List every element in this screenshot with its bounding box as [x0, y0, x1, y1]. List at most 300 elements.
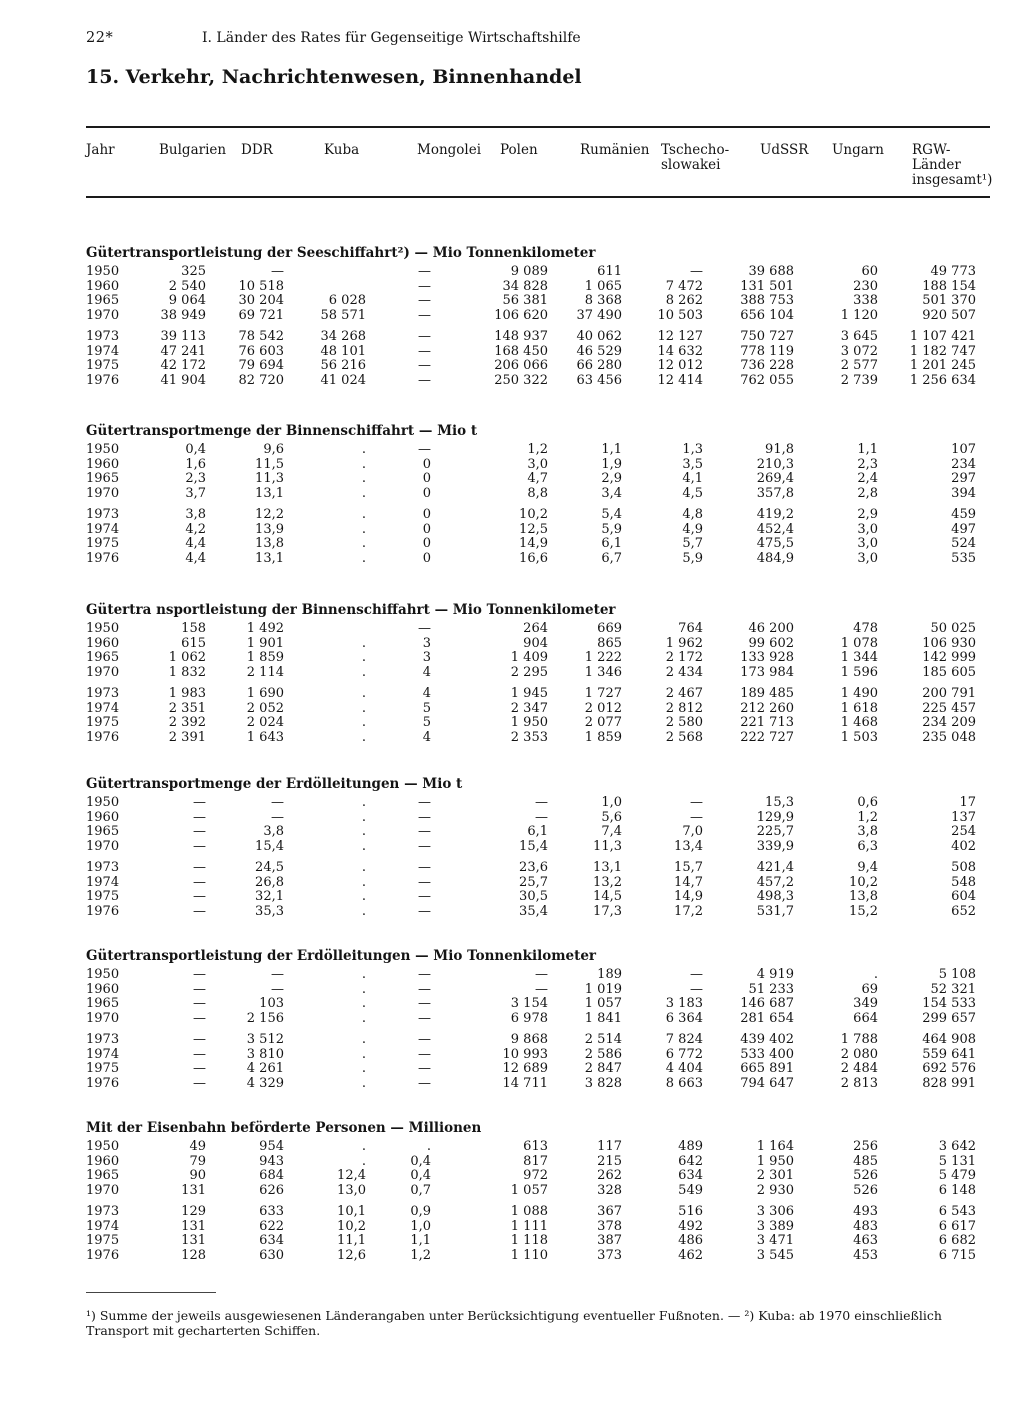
udssr-cell: 452,4	[756, 521, 794, 537]
bulgarien-cell: —	[193, 981, 206, 997]
rgw-cell: 508	[951, 860, 976, 875]
kuba-cell: .	[361, 795, 366, 810]
rumaenien-cell: 189	[597, 967, 622, 982]
udssr-cell: 3 471	[756, 1233, 794, 1248]
ungarn-cell: 485	[853, 1153, 878, 1169]
year-cell: 1976	[86, 903, 120, 919]
table-row	[86, 374, 992, 389]
udssr-cell: 51 233	[748, 981, 794, 997]
udssr-cell: 212 260	[740, 700, 794, 716]
col-mongolei: Mongolei	[417, 142, 482, 158]
tschecho-cell: 12 127	[657, 329, 703, 344]
udssr-cell: 2 301	[756, 1168, 794, 1183]
bulgarien-cell: —	[193, 795, 206, 810]
year-cell: 1974	[86, 700, 120, 716]
kuba-cell: 41 024	[320, 372, 366, 388]
kuba-cell: 34 268	[320, 329, 366, 344]
ungarn-cell: 483	[853, 1218, 878, 1234]
rgw-cell: 299 657	[922, 1010, 976, 1026]
polen-cell: 972	[523, 1168, 548, 1183]
udssr-cell: 91,8	[765, 442, 794, 457]
rumaenien-cell: 669	[597, 621, 622, 636]
section-eisenbahn-personen	[86, 1120, 992, 1263]
udssr-cell: 3 389	[756, 1218, 794, 1234]
rumaenien-cell: 5,4	[601, 507, 622, 522]
section-binnenschiffahrt-leistung	[86, 602, 992, 745]
ddr-cell: 2 114	[246, 664, 284, 680]
bulgarien-cell: 2,3	[185, 471, 206, 486]
table-row	[86, 1077, 992, 1092]
tschecho-cell: —	[690, 809, 703, 825]
polen-cell: 9 868	[510, 1032, 548, 1047]
ddr-cell: 943	[259, 1153, 284, 1169]
ddr-cell: 35,3	[255, 903, 284, 919]
rgw-cell: 548	[951, 874, 976, 890]
year-cell: 1960	[86, 809, 120, 825]
top-rule	[86, 126, 990, 128]
polen-cell: 613	[523, 1139, 548, 1154]
running-title: I. Länder des Rates für Gegenseitige Wirtschaftshilfe	[202, 30, 581, 46]
polen-cell: 6 978	[510, 1010, 548, 1026]
bulgarien-cell: 79	[189, 1153, 206, 1169]
ungarn-cell: 2 813	[840, 1075, 878, 1091]
kuba-cell: .	[361, 507, 366, 522]
udssr-cell: 778 119	[740, 343, 794, 359]
rumaenien-cell: 1 019	[584, 981, 622, 997]
rgw-cell: 1 256 634	[909, 372, 976, 388]
section-erdoelleitungen-leistung	[86, 948, 992, 1091]
rgw-cell: 1 201 245	[909, 358, 976, 373]
ddr-cell: 82 720	[238, 372, 284, 388]
ungarn-cell: 526	[853, 1168, 878, 1183]
ddr-cell: —	[271, 981, 284, 997]
udssr-cell: 189 485	[740, 686, 794, 701]
col-bulgarien: Bulgarien	[159, 142, 227, 158]
ddr-cell: 2 024	[246, 715, 284, 730]
udssr-cell: 173 984	[740, 664, 794, 680]
rgw-cell: 142 999	[922, 650, 976, 665]
kuba-cell: .	[361, 1032, 366, 1047]
col-rumaenien: Rumänien	[580, 142, 650, 158]
tschecho-cell: 8 663	[665, 1075, 703, 1091]
tschecho-cell: 2 467	[665, 686, 703, 701]
rumaenien-cell: 1,1	[601, 442, 622, 457]
table-row	[86, 1155, 992, 1170]
bulgarien-cell: 131	[181, 1182, 206, 1198]
polen-cell: 2 347	[510, 700, 548, 716]
ungarn-cell: 349	[853, 996, 878, 1011]
ungarn-cell: 1 120	[840, 307, 878, 323]
udssr-cell: 2 930	[756, 1182, 794, 1198]
udssr-cell: 210,3	[756, 456, 794, 472]
bulgarien-cell: 3,7	[185, 485, 206, 501]
year-cell: 1973	[86, 1032, 120, 1047]
rumaenien-cell: 11,3	[593, 838, 622, 854]
rgw-cell: 234	[951, 456, 976, 472]
polen-cell: 1,2	[527, 442, 548, 457]
polen-cell: 35,4	[519, 903, 548, 919]
table-row	[86, 1184, 992, 1199]
rgw-cell: 5 479	[938, 1168, 976, 1183]
table-row	[86, 890, 992, 905]
ddr-cell: 3 512	[246, 1032, 284, 1047]
rumaenien-cell: 1 065	[584, 278, 622, 294]
ddr-cell: 622	[259, 1218, 284, 1234]
section-rows	[86, 1140, 992, 1263]
ungarn-cell: 3,0	[857, 550, 878, 566]
year-cell: 1960	[86, 1153, 120, 1169]
col-ddr: DDR	[241, 142, 273, 158]
mongolei-cell: 0,4	[410, 1153, 431, 1169]
ungarn-cell: 1 078	[840, 635, 878, 651]
polen-cell: 12,5	[519, 521, 548, 537]
table-row	[86, 716, 992, 731]
rgw-cell: 828 991	[922, 1075, 976, 1091]
table-row	[86, 876, 992, 891]
rgw-cell: 464 908	[922, 1032, 976, 1047]
udssr-cell: 4 919	[756, 967, 794, 982]
udssr-cell: 484,9	[756, 550, 794, 566]
kuba-cell: .	[361, 700, 366, 716]
rgw-cell: 6 148	[938, 1182, 976, 1198]
ungarn-cell: 526	[853, 1182, 878, 1198]
ddr-cell: 4 261	[246, 1061, 284, 1076]
mongolei-cell: —	[418, 293, 431, 308]
ungarn-cell: 13,8	[849, 889, 878, 904]
year-cell: 1950	[86, 264, 120, 279]
bulgarien-cell: 41 904	[160, 372, 206, 388]
kuba-cell: .	[361, 1153, 366, 1169]
mongolei-cell: —	[418, 1032, 431, 1047]
tschecho-cell: 12 012	[657, 358, 703, 373]
udssr-cell: 421,4	[756, 860, 794, 875]
ungarn-cell: 256	[853, 1139, 878, 1154]
table-row	[86, 983, 992, 998]
table-row	[86, 651, 992, 666]
kuba-cell: .	[361, 967, 366, 982]
page-number: 22*	[86, 30, 114, 46]
polen-cell: 1 950	[510, 715, 548, 730]
polen-cell: 168 450	[494, 343, 548, 359]
bulgarien-cell: —	[193, 996, 206, 1011]
table-row	[86, 1033, 992, 1048]
table-row	[86, 487, 992, 502]
kuba-cell: .	[361, 874, 366, 890]
bulgarien-cell: 2 391	[168, 729, 206, 745]
ungarn-cell: 2 577	[840, 358, 878, 373]
mongolei-cell: —	[418, 621, 431, 636]
tschecho-cell: 3 183	[665, 996, 703, 1011]
udssr-cell: 281 654	[740, 1010, 794, 1026]
ungarn-cell: 1 468	[840, 715, 878, 730]
polen-cell: 2 353	[510, 729, 548, 745]
ddr-cell: 30 204	[238, 293, 284, 308]
section-rows	[86, 443, 992, 566]
rgw-cell: 497	[951, 521, 976, 537]
mongolei-cell: —	[418, 1061, 431, 1076]
ddr-cell: 13,9	[255, 521, 284, 537]
udssr-cell: 221 713	[740, 715, 794, 730]
rgw-cell: 254	[951, 824, 976, 839]
ungarn-cell: 6,3	[857, 838, 878, 854]
polen-cell: 8,8	[527, 485, 548, 501]
bulgarien-cell: 131	[181, 1233, 206, 1248]
bulgarien-cell: 158	[181, 621, 206, 636]
year-cell: 1965	[86, 293, 120, 308]
polen-cell: 106 620	[494, 307, 548, 323]
table-row	[86, 309, 992, 324]
polen-cell: 12 689	[502, 1061, 548, 1076]
ddr-cell: 10 518	[238, 278, 284, 294]
ungarn-cell: 338	[853, 293, 878, 308]
tschecho-cell: 2 172	[665, 650, 703, 665]
kuba-cell: 58 571	[320, 307, 366, 323]
tschecho-cell: 14 632	[657, 343, 703, 359]
ungarn-cell: 478	[853, 621, 878, 636]
ddr-cell: 4 329	[246, 1075, 284, 1091]
year-cell: 1960	[86, 278, 120, 294]
rgw-cell: 6 543	[938, 1204, 976, 1219]
rgw-cell: 50 025	[930, 621, 976, 636]
mongolei-cell: 0	[422, 456, 431, 472]
ungarn-cell: 2 080	[840, 1046, 878, 1062]
rgw-cell: 49 773	[930, 264, 976, 279]
rgw-cell: 5 131	[938, 1153, 976, 1169]
ungarn-cell: 2,3	[857, 456, 878, 472]
tschecho-cell: 12 414	[657, 372, 703, 388]
bulgarien-cell: —	[193, 1046, 206, 1062]
kuba-cell: 13,0	[337, 1182, 366, 1198]
tschecho-cell: —	[690, 967, 703, 982]
rgw-cell: 920 507	[922, 307, 976, 323]
year-cell: 1950	[86, 967, 120, 982]
rumaenien-cell: 1,9	[601, 456, 622, 472]
rgw-cell: 459	[951, 507, 976, 522]
table-row	[86, 731, 992, 746]
tschecho-cell: 4,8	[682, 507, 703, 522]
bulgarien-cell: 615	[181, 635, 206, 651]
ddr-cell: 3 810	[246, 1046, 284, 1062]
ungarn-cell: 1 788	[840, 1032, 878, 1047]
rgw-cell: 652	[951, 903, 976, 919]
ddr-cell: 1 643	[246, 729, 284, 745]
bulgarien-cell: 2 392	[168, 715, 206, 730]
table-row	[86, 265, 992, 280]
table-row	[86, 1012, 992, 1027]
ungarn-cell: 2,9	[857, 507, 878, 522]
tschecho-cell: —	[690, 795, 703, 810]
mongolei-cell: 0,9	[410, 1204, 431, 1219]
udssr-cell: 498,3	[756, 889, 794, 904]
year-cell: 1960	[86, 456, 120, 472]
year-cell: 1976	[86, 372, 120, 388]
ungarn-cell: 664	[853, 1010, 878, 1026]
rumaenien-cell: 63 456	[576, 372, 622, 388]
polen-cell: 817	[523, 1153, 548, 1169]
rgw-cell: 524	[951, 536, 976, 551]
udssr-cell: 131 501	[740, 278, 794, 294]
mongolei-cell: —	[418, 264, 431, 279]
bulgarien-cell: 129	[181, 1204, 206, 1219]
rgw-cell: 297	[951, 471, 976, 486]
year-cell: 1973	[86, 1204, 120, 1219]
rgw-cell: 692 576	[922, 1061, 976, 1076]
tschecho-cell: 8 262	[665, 293, 703, 308]
ungarn-cell: 1 596	[840, 664, 878, 680]
year-cell: 1960	[86, 981, 120, 997]
rumaenien-cell: 2 586	[584, 1046, 622, 1062]
table-row	[86, 552, 992, 567]
rumaenien-cell: 2,9	[601, 471, 622, 486]
tschecho-cell: 764	[678, 621, 703, 636]
bulgarien-cell: —	[193, 838, 206, 854]
udssr-cell: 736 228	[740, 358, 794, 373]
kuba-cell: .	[361, 1061, 366, 1076]
mongolei-cell: 0	[422, 536, 431, 551]
bulgarien-cell: —	[193, 903, 206, 919]
rumaenien-cell: 8 368	[584, 293, 622, 308]
kuba-cell: 10,2	[337, 1218, 366, 1234]
mongolei-cell: 4	[422, 729, 431, 745]
year-cell: 1974	[86, 1046, 120, 1062]
table-row	[86, 523, 992, 538]
tschecho-cell: 2 568	[665, 729, 703, 745]
bulgarien-cell: —	[193, 824, 206, 839]
ungarn-cell: 1 490	[840, 686, 878, 701]
tschecho-cell: 1 962	[665, 635, 703, 651]
rumaenien-cell: 373	[597, 1247, 622, 1263]
rumaenien-cell: 1 057	[584, 996, 622, 1011]
bulgarien-cell: —	[193, 1010, 206, 1026]
tschecho-cell: 13,4	[674, 838, 703, 854]
table-row	[86, 472, 992, 487]
rumaenien-cell: 7,4	[601, 824, 622, 839]
ungarn-cell: 1,2	[857, 809, 878, 825]
tschecho-cell: —	[690, 981, 703, 997]
ungarn-cell: 493	[853, 1204, 878, 1219]
year-cell: 1974	[86, 343, 120, 359]
table-row	[86, 702, 992, 717]
tschecho-cell: 516	[678, 1204, 703, 1219]
ungarn-cell: 1 503	[840, 729, 878, 745]
section-rows	[86, 622, 992, 745]
mongolei-cell: —	[418, 795, 431, 810]
kuba-cell: .	[361, 442, 366, 457]
udssr-cell: 388 753	[740, 293, 794, 308]
bulgarien-cell: —	[193, 809, 206, 825]
rumaenien-cell: 13,1	[593, 860, 622, 875]
ddr-cell: 79 694	[238, 358, 284, 373]
year-cell: 1960	[86, 635, 120, 651]
bulgarien-cell: 42 172	[160, 358, 206, 373]
polen-cell: 30,5	[519, 889, 548, 904]
table-row	[86, 1169, 992, 1184]
col-rgw: RGW- Länder insgesamt¹)	[912, 142, 993, 188]
table-row	[86, 537, 992, 552]
mongolei-cell: —	[418, 838, 431, 854]
udssr-cell: 3 306	[756, 1204, 794, 1219]
rumaenien-cell: 37 490	[576, 307, 622, 323]
rumaenien-cell: 1 222	[584, 650, 622, 665]
tschecho-cell: 7 472	[665, 278, 703, 294]
ungarn-cell: .	[873, 967, 878, 982]
col-udssr: UdSSR	[760, 142, 809, 158]
mongolei-cell: 1,1	[410, 1233, 431, 1248]
mongolei-cell: —	[418, 278, 431, 294]
mongolei-cell: —	[418, 1046, 431, 1062]
rgw-cell: 535	[951, 550, 976, 566]
mongolei-cell: —	[418, 981, 431, 997]
udssr-cell: 656 104	[740, 307, 794, 323]
rumaenien-cell: 2 514	[584, 1032, 622, 1047]
tschecho-cell: 14,9	[674, 889, 703, 904]
ddr-cell: 13,1	[255, 550, 284, 566]
table-row	[86, 637, 992, 652]
table-row	[86, 687, 992, 702]
bulgarien-cell: 49	[189, 1139, 206, 1154]
rgw-cell: 6 617	[938, 1218, 976, 1234]
polen-cell: 10 993	[502, 1046, 548, 1062]
tschecho-cell: 6 364	[665, 1010, 703, 1026]
table-row	[86, 968, 992, 983]
ddr-cell: 11,5	[255, 456, 284, 472]
ungarn-cell: 15,2	[849, 903, 878, 919]
rumaenien-cell: 1 346	[584, 664, 622, 680]
polen-cell: —	[535, 809, 548, 825]
mongolei-cell: 0	[422, 485, 431, 501]
rumaenien-cell: 378	[597, 1218, 622, 1234]
rumaenien-cell: 262	[597, 1168, 622, 1183]
ddr-cell: 12,2	[255, 507, 284, 522]
ungarn-cell: 3,0	[857, 521, 878, 537]
section-title: Gütertransportmenge der Erdölleitungen — Mio t	[86, 776, 463, 792]
kuba-cell: .	[361, 729, 366, 745]
rgw-cell: 1 107 421	[909, 329, 976, 344]
ddr-cell: 9,6	[263, 442, 284, 457]
ungarn-cell: 9,4	[857, 860, 878, 875]
page-header	[86, 30, 581, 46]
mongolei-cell: 0	[422, 550, 431, 566]
mongolei-cell: —	[418, 824, 431, 839]
year-cell: 1976	[86, 729, 120, 745]
kuba-cell: .	[361, 536, 366, 551]
polen-cell: 25,7	[519, 874, 548, 890]
polen-cell: —	[535, 981, 548, 997]
tschecho-cell: 3,5	[682, 456, 703, 472]
tschecho-cell: 486	[678, 1233, 703, 1248]
polen-cell: 14,9	[519, 536, 548, 551]
year-cell: 1975	[86, 889, 120, 904]
rumaenien-cell: 215	[597, 1153, 622, 1169]
polen-cell: 15,4	[519, 838, 548, 854]
rumaenien-cell: 17,3	[593, 903, 622, 919]
udssr-cell: 357,8	[756, 485, 794, 501]
rumaenien-cell: 6,1	[601, 536, 622, 551]
ddr-cell: 3,8	[263, 824, 284, 839]
polen-cell: 3,0	[527, 456, 548, 472]
ungarn-cell: 230	[853, 278, 878, 294]
ddr-cell: 684	[259, 1168, 284, 1183]
polen-cell: 16,6	[519, 550, 548, 566]
ungarn-cell: 3,8	[857, 824, 878, 839]
bulgarien-cell: 90	[189, 1168, 206, 1183]
rumaenien-cell: 1 841	[584, 1010, 622, 1026]
tschecho-cell: 462	[678, 1247, 703, 1263]
table-row	[86, 359, 992, 374]
section-binnenschiffahrt-menge	[86, 423, 992, 566]
section-title: Gütertransportmenge der Binnenschiffahrt — Mio t	[86, 423, 478, 439]
polen-cell: 206 066	[494, 358, 548, 373]
